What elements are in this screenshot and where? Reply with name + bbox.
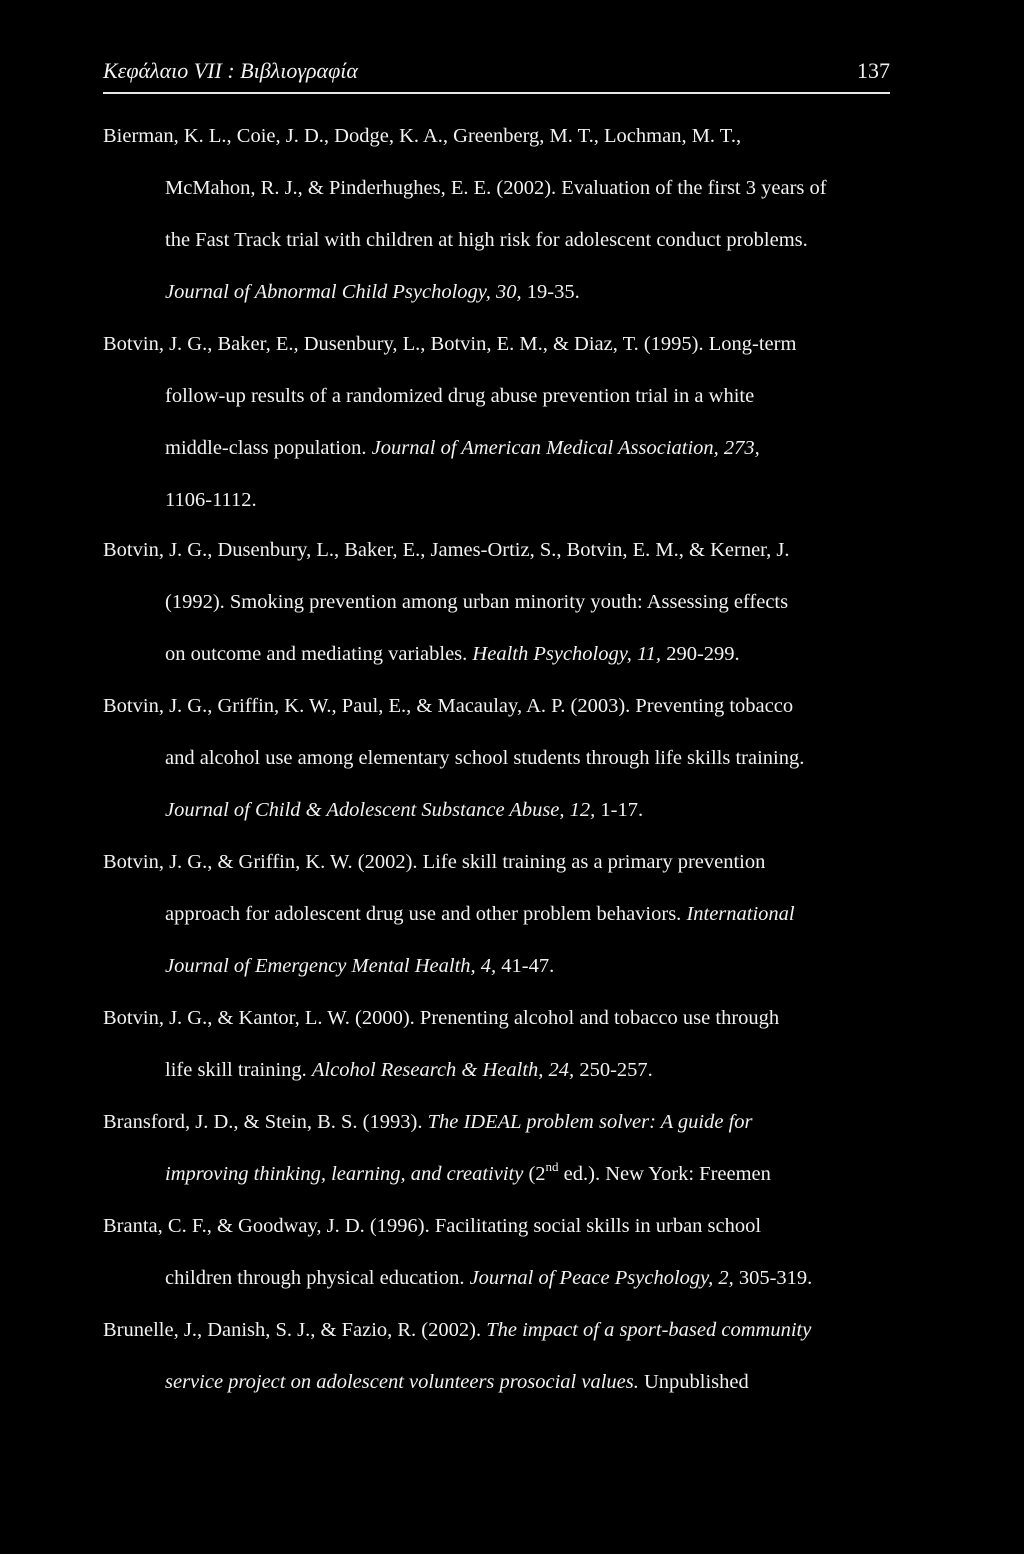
reference-line (165, 954, 554, 978)
reference-line (165, 1370, 749, 1394)
reference-text: approach for adolescent drug use and other problem behaviors. (165, 903, 687, 925)
reference-text: the Fast Track trial with children at high risk for adolescent conduct problems. (165, 229, 808, 251)
reference-line (165, 1159, 771, 1186)
reference-text: Unpublished (638, 1371, 749, 1393)
reference-text: children through physical education. (165, 1267, 470, 1289)
reference-line (103, 850, 765, 874)
reference-pages: 1-17. (595, 799, 644, 821)
reference-text: Brunelle, J., Danish, S. J., & Fazio, R. (2002). (103, 1319, 487, 1341)
reference-pages: 250-257. (574, 1059, 653, 1081)
journal-title: Journal of Abnormal Child Psychology, 30, (165, 281, 522, 303)
reference-line (165, 902, 795, 926)
book-title: improving thinking, learning, and creativity (165, 1163, 524, 1185)
reference-line (103, 124, 741, 148)
reference-line (165, 176, 827, 200)
reference-pages: 41-47. (496, 955, 555, 977)
reference-text: Botvin, J. G., & Kantor, L. W. (2000). Prenenting alcohol and tobacco use through (103, 1007, 780, 1029)
reference-line (103, 332, 796, 356)
reference-text: and alcohol use among elementary school students through life skills training. (165, 747, 805, 769)
reference-text: (1992). Smoking prevention among urban minority youth: Assessing effects (165, 591, 789, 613)
reference-text: (2 (523, 1163, 546, 1185)
journal-title: Journal of American Medical Association, 273, (371, 437, 760, 459)
journal-title: Alcohol Research & Health, 24, (311, 1059, 575, 1081)
journal-title: Journal of Emergency Mental Health, 4, (165, 955, 497, 977)
reference-text: on outcome and mediating variables. (165, 643, 473, 665)
reference-line (103, 1006, 779, 1030)
book-title: service project on adolescent volunteers prosocial values. (165, 1371, 639, 1393)
reference-line (165, 436, 760, 460)
reference-line (165, 228, 808, 252)
reference-text: Botvin, J. G., Griffin, K. W., Paul, E., & Macaulay, A. P. (2003). Preventing tobacco (103, 695, 794, 717)
reference-text: Botvin, J. G., Baker, E., Dusenbury, L., Botvin, E. M., & Diaz, T. (1995). Long-term (103, 333, 797, 355)
book-title: The impact of a sport-based community (486, 1319, 812, 1341)
reference-line (103, 538, 790, 562)
chapter-title: Κεφάλαιο VII : Βιβλιογραφία (103, 58, 358, 83)
reference-line (103, 1214, 761, 1238)
reference-text: ed.). New York: Freemen (558, 1163, 771, 1185)
reference-text: Bransford, J. D., & Stein, B. S. (1993). (103, 1111, 428, 1133)
reference-line (103, 1110, 753, 1134)
reference-pages: 305-319. (733, 1267, 813, 1289)
superscript: nd (545, 1159, 559, 1175)
reference-text: Botvin, J. G., & Griffin, K. W. (2002). Life skill training as a primary prevention (103, 851, 766, 873)
reference-text: life skill training. (165, 1059, 312, 1081)
reference-line (165, 488, 257, 512)
journal-title: Journal of Child & Adolescent Substance Abuse, 12, (165, 799, 596, 821)
reference-line (165, 798, 643, 822)
reference-text: Branta, C. F., & Goodway, J. D. (1996). Facilitating social skills in urban school (103, 1215, 762, 1237)
journal-title: Journal of Peace Psychology, 2, (469, 1267, 734, 1289)
reference-line (165, 280, 580, 304)
reference-text: McMahon, R. J., & Pinderhughes, E. E. (2002). Evaluation of the first 3 years of (165, 177, 827, 199)
reference-pages: 290-299. (661, 643, 740, 665)
reference-line (165, 1266, 812, 1290)
reference-line (165, 642, 740, 666)
reference-line (165, 590, 788, 614)
book-title: The IDEAL problem solver: A guide for (427, 1111, 753, 1133)
reference-pages: 1106-1112. (165, 489, 257, 511)
reference-text: follow-up results of a randomized drug abuse prevention trial in a white (165, 385, 755, 407)
page-number: 137 (857, 58, 890, 83)
reference-pages: 19-35. (521, 281, 580, 303)
journal-title: International (686, 903, 795, 925)
reference-text: Botvin, J. G., Dusenbury, L., Baker, E., James-Ortiz, S., Botvin, E. M., & Kerner, J. (103, 539, 790, 561)
reference-line (165, 384, 754, 408)
journal-title: Health Psychology, 11, (472, 643, 662, 665)
reference-text: middle-class population. (165, 437, 372, 459)
reference-text: Bierman, K. L., Coie, J. D., Dodge, K. A., Greenberg, M. T., Lochman, M. T., (103, 125, 742, 147)
reference-line (165, 746, 804, 770)
reference-line (103, 694, 793, 718)
reference-line (103, 1318, 811, 1342)
reference-line (165, 1058, 653, 1082)
